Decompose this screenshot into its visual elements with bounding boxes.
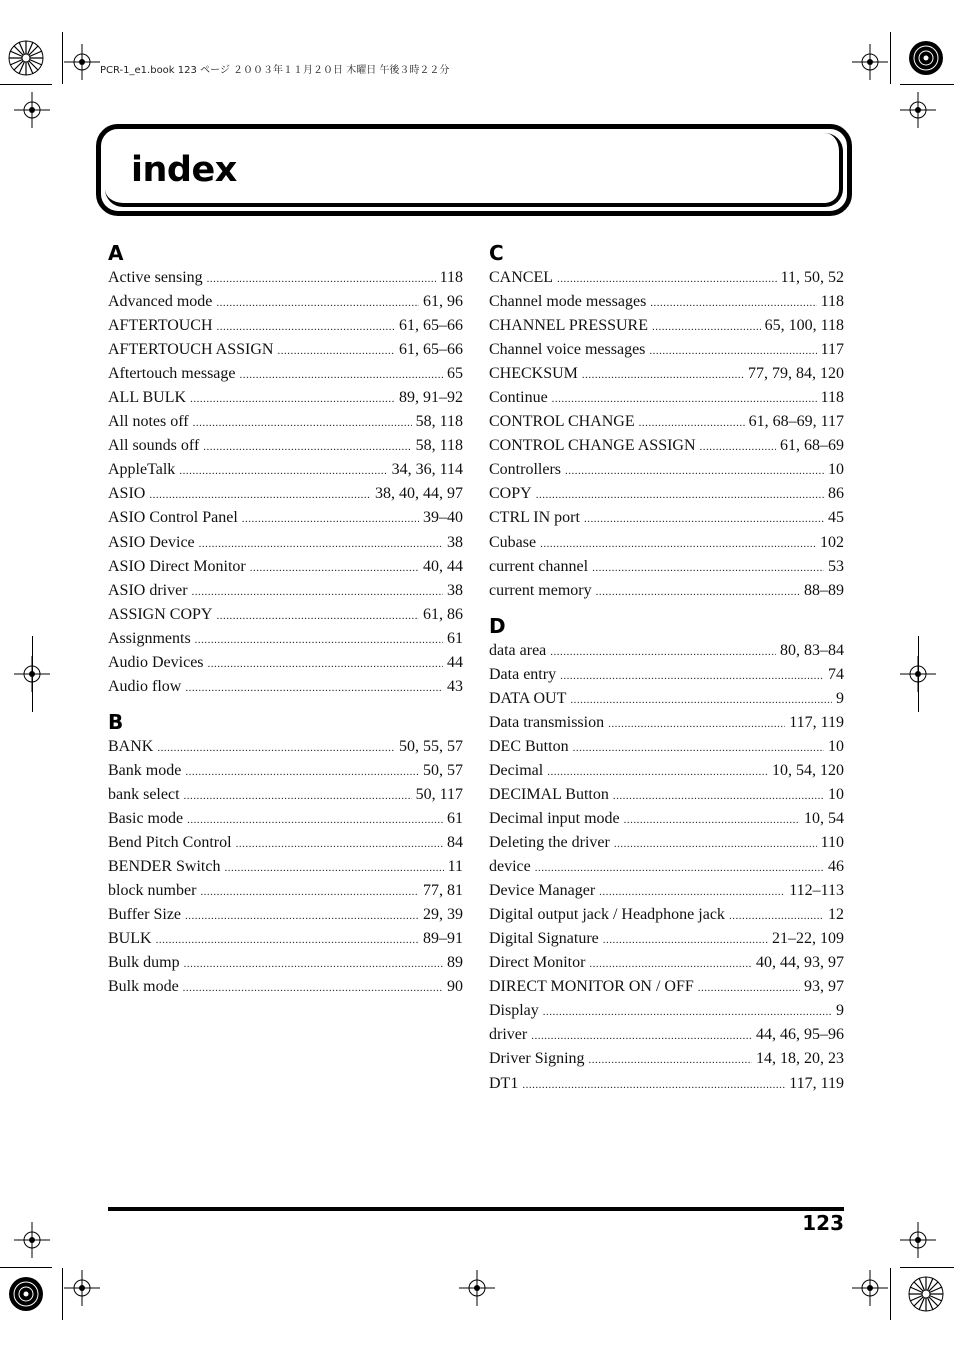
index-term: Digital output jack / Headphone jack [489, 906, 725, 924]
index-term: DEC Button [489, 737, 569, 755]
dot-leader [624, 808, 800, 832]
index-term: ASIO [108, 485, 146, 503]
index-term: Bulk mode [108, 978, 179, 996]
crosshair-icon [14, 1222, 50, 1258]
index-term: All sounds off [108, 437, 200, 455]
index-term: Data entry [489, 665, 557, 683]
index-pages: 50, 117 [415, 785, 463, 803]
index-term: driver [489, 1026, 528, 1044]
dot-leader [543, 1000, 832, 1024]
index-entry [108, 603, 463, 627]
crosshair-icon [14, 92, 50, 128]
index-pages: 10, 54, 120 [772, 761, 844, 779]
index-entry [489, 410, 844, 434]
crop-line [890, 1268, 891, 1320]
dot-leader [192, 580, 443, 604]
index-pages: 118 [820, 293, 844, 311]
crop-line [918, 636, 919, 712]
index-entry [108, 266, 463, 290]
dot-leader [565, 459, 824, 483]
index-pages: 61, 68–69 [780, 437, 844, 455]
dot-leader [729, 904, 824, 928]
registration-target-icon [2, 1270, 50, 1318]
dot-leader [550, 640, 776, 664]
index-section-d [489, 613, 844, 1096]
dot-leader [599, 880, 785, 904]
dot-leader [582, 363, 744, 387]
dot-leader [157, 736, 395, 760]
dot-leader [649, 339, 816, 363]
index-entry [489, 663, 844, 687]
index-term: Display [489, 1002, 539, 1020]
dot-leader [573, 736, 824, 760]
index-pages: 110 [820, 834, 844, 852]
print-header: PCR-1_e1.book 123 ページ ２００３年１１月２０日 木曜日 午後３時２２分 [100, 65, 450, 76]
index-term: AppleTalk [108, 461, 176, 479]
index-entry [489, 879, 844, 903]
dot-leader [208, 652, 443, 676]
index-pages: 117, 119 [789, 1074, 844, 1092]
dot-leader [216, 604, 419, 628]
index-term: AFTERTOUCH ASSIGN [108, 341, 274, 359]
crop-line [900, 1267, 954, 1268]
index-column-left [108, 240, 463, 999]
index-pages: 61, 65–66 [399, 317, 463, 335]
dot-leader [242, 507, 419, 531]
dot-leader [536, 483, 824, 507]
index-entry [108, 362, 463, 386]
dot-leader [224, 856, 443, 880]
index-pages: 61 [447, 629, 463, 647]
dot-leader [552, 387, 817, 411]
dot-leader [540, 532, 816, 556]
index-entry [489, 290, 844, 314]
index-pages: 40, 44, 93, 97 [756, 954, 844, 972]
index-pages: 10 [828, 785, 844, 803]
index-entry [108, 879, 463, 903]
index-entry [489, 386, 844, 410]
index-entry [489, 555, 844, 579]
index-pages: 44, 46, 95–96 [756, 1026, 844, 1044]
index-section-a [108, 240, 463, 699]
index-pages: 9 [836, 1002, 844, 1020]
index-entry [108, 807, 463, 831]
index-pages: 117 [820, 341, 844, 359]
index-entry [489, 362, 844, 386]
index-pages: 77, 81 [423, 882, 463, 900]
dot-leader [584, 507, 824, 531]
index-pages: 61 [447, 809, 463, 827]
index-term: current memory [489, 581, 592, 599]
index-section-b [108, 709, 463, 1000]
section-letter: D [489, 613, 506, 638]
index-entry [108, 410, 463, 434]
index-pages: 77, 79, 84, 120 [748, 365, 844, 383]
index-term: Controllers [489, 461, 561, 479]
index-column-right [489, 240, 844, 1096]
crop-line [0, 84, 52, 85]
index-pages: 53 [828, 557, 844, 575]
index-entry [489, 266, 844, 290]
index-entry [489, 903, 844, 927]
index-entry [489, 735, 844, 759]
index-term: Decimal [489, 761, 544, 779]
index-pages: 74 [828, 665, 844, 683]
dot-leader [560, 664, 824, 688]
index-term: Bend Pitch Control [108, 834, 232, 852]
index-term: CHANNEL PRESSURE [489, 317, 648, 335]
index-entry [489, 639, 844, 663]
index-section-c [489, 240, 844, 603]
dot-leader [639, 411, 745, 435]
dot-leader [603, 928, 768, 952]
index-pages: 29, 39 [423, 906, 463, 924]
index-pages: 21–22, 109 [772, 930, 844, 948]
page-number: 123 [802, 1211, 844, 1235]
dot-leader [203, 435, 411, 459]
index-term: Active sensing [108, 269, 203, 286]
index-entry [489, 855, 844, 879]
index-term: DT1 [489, 1074, 519, 1092]
dot-leader [185, 760, 419, 784]
dot-leader [608, 712, 785, 736]
crosshair-icon [900, 1222, 936, 1258]
index-pages: 58, 118 [415, 437, 463, 455]
crosshair-icon [852, 44, 888, 80]
index-entry [108, 434, 463, 458]
index-entry [108, 675, 463, 699]
index-term: ALL BULK [108, 389, 187, 407]
index-pages: 14, 18, 20, 23 [756, 1050, 844, 1068]
index-term: Advanced mode [108, 293, 213, 311]
index-term: COPY [489, 485, 532, 503]
index-pages: 90 [447, 978, 463, 996]
index-term: DECIMAL Button [489, 785, 609, 803]
index-term: Driver Signing [489, 1050, 585, 1068]
dot-leader [570, 688, 832, 712]
dot-leader [200, 880, 419, 904]
dot-leader [217, 315, 395, 339]
index-pages: 38 [447, 581, 463, 599]
dot-leader [531, 1024, 752, 1048]
index-entry [489, 434, 844, 458]
index-pages: 10, 54 [804, 809, 844, 827]
index-entry [108, 759, 463, 783]
index-pages: 65, 100, 118 [764, 317, 844, 335]
index-entry [108, 735, 463, 759]
section-letter: C [489, 241, 504, 265]
index-entry [108, 555, 463, 579]
index-entry [489, 999, 844, 1023]
dot-leader [522, 1073, 785, 1097]
dot-leader [250, 556, 419, 580]
index-entry [108, 651, 463, 675]
index-entry [489, 759, 844, 783]
index-entry [108, 506, 463, 530]
index-pages: 45 [828, 509, 844, 527]
index-term: Cubase [489, 533, 537, 551]
index-entry [108, 386, 463, 410]
index-entry [489, 975, 844, 999]
index-entry [489, 338, 844, 362]
index-term: Bulk dump [108, 954, 180, 972]
index-term: Audio flow [108, 677, 182, 695]
crosshair-icon [64, 44, 100, 80]
index-entry [489, 1072, 844, 1096]
index-pages: 58, 118 [415, 413, 463, 431]
index-term: DIRECT MONITOR ON / OFF [489, 978, 694, 996]
section-letter: B [108, 709, 124, 734]
index-pages: 39–40 [423, 509, 463, 527]
crop-line [62, 32, 63, 84]
index-pages: 61, 86 [423, 605, 463, 623]
registration-target-icon [902, 34, 950, 82]
index-pages: 118 [820, 389, 844, 407]
index-term: Digital Signature [489, 930, 599, 948]
index-pages: 61, 68–69, 117 [748, 413, 844, 431]
dot-leader [184, 784, 412, 808]
index-pages: 84 [447, 834, 463, 852]
index-pages: 89–91 [423, 930, 463, 948]
crop-line [32, 636, 33, 712]
dot-leader [185, 904, 419, 928]
dot-leader [277, 339, 395, 363]
dot-leader [698, 976, 800, 1000]
dot-leader [589, 1048, 752, 1072]
crop-line [890, 32, 891, 84]
section-letter: A [108, 241, 124, 265]
index-term: device [489, 858, 531, 876]
index-pages: 12 [828, 906, 844, 924]
index-pages: 61, 96 [423, 293, 463, 311]
dot-leader [199, 532, 443, 556]
dot-leader [652, 315, 761, 339]
index-pages: 10 [828, 461, 844, 479]
index-pages: 118 [439, 269, 463, 286]
index-entry [489, 1047, 844, 1071]
dot-leader [185, 676, 443, 700]
index-pages: 102 [820, 533, 844, 551]
dot-leader [156, 928, 419, 952]
index-entry [489, 783, 844, 807]
index-entry [489, 482, 844, 506]
dot-leader [535, 856, 824, 880]
index-pages: 43 [447, 677, 463, 695]
index-entry [489, 1023, 844, 1047]
crosshair-icon [64, 1270, 100, 1306]
dot-leader [700, 435, 776, 459]
crop-line [900, 84, 954, 85]
index-entry [108, 458, 463, 482]
dot-leader [195, 628, 443, 652]
index-entry [108, 951, 463, 975]
index-entry [108, 338, 463, 362]
index-term: Buffer Size [108, 906, 182, 924]
index-entry [108, 290, 463, 314]
index-pages: 89 [447, 954, 463, 972]
index-entry [489, 927, 844, 951]
index-term: ASIO Control Panel [108, 509, 238, 527]
index-term: ASIO Direct Monitor [108, 557, 246, 575]
index-term: Decimal input mode [489, 809, 620, 827]
dot-leader [179, 459, 387, 483]
crosshair-icon [459, 1270, 495, 1306]
index-entry [108, 903, 463, 927]
index-term: CONTROL CHANGE [489, 413, 635, 431]
index-term: Aftertouch message [108, 365, 236, 383]
index-entry [108, 314, 463, 338]
index-term: bank select [108, 785, 180, 803]
index-term: data area [489, 641, 547, 659]
index-pages: 40, 44 [423, 557, 463, 575]
index-entry [108, 975, 463, 999]
index-term: BULK [108, 930, 152, 948]
footer-rule [108, 1207, 844, 1211]
index-pages: 9 [836, 689, 844, 707]
crosshair-icon [852, 1270, 888, 1306]
index-entry [108, 927, 463, 951]
index-pages: 61, 65–66 [399, 341, 463, 359]
registration-starburst-icon [2, 34, 50, 82]
index-term: Bank mode [108, 761, 182, 779]
index-term: Channel voice messages [489, 341, 646, 359]
dot-leader [184, 952, 443, 976]
index-term: Assignments [108, 629, 191, 647]
index-term: Continue [489, 389, 548, 407]
index-term: BENDER Switch [108, 858, 221, 876]
page-title: index [131, 150, 237, 190]
index-term: Device Manager [489, 882, 596, 900]
index-pages: 50, 55, 57 [399, 737, 463, 755]
index-entry [108, 531, 463, 555]
index-term: Direct Monitor [489, 954, 586, 972]
index-entry [489, 458, 844, 482]
index-entry [489, 531, 844, 555]
dot-leader [149, 483, 371, 507]
index-entry [108, 831, 463, 855]
dot-leader [240, 363, 443, 387]
crosshair-icon [900, 92, 936, 128]
dot-leader [557, 267, 777, 291]
index-term: Audio Devices [108, 653, 204, 671]
index-term: CONTROL CHANGE ASSIGN [489, 437, 696, 455]
index-pages: 50, 57 [423, 761, 463, 779]
index-term: ASSIGN COPY [108, 605, 213, 623]
index-entry [489, 506, 844, 530]
dot-leader [207, 267, 436, 291]
index-term: CANCEL [489, 269, 553, 286]
dot-leader [650, 291, 816, 315]
index-entry [489, 831, 844, 855]
index-pages: 88–89 [804, 581, 844, 599]
dot-leader [236, 832, 443, 856]
index-term: CHECKSUM [489, 365, 578, 383]
index-term: Channel mode messages [489, 293, 647, 311]
index-pages: 89, 91–92 [399, 389, 463, 407]
index-term: current channel [489, 557, 589, 575]
index-term: All notes off [108, 413, 189, 431]
index-pages: 65 [447, 365, 463, 383]
dot-leader [613, 784, 824, 808]
index-pages: 80, 83–84 [780, 641, 844, 659]
crop-line [62, 1268, 63, 1320]
index-pages: 34, 36, 114 [391, 461, 463, 479]
index-entry [489, 951, 844, 975]
index-pages: 38 [447, 533, 463, 551]
index-pages: 10 [828, 737, 844, 755]
dot-leader [183, 976, 443, 1000]
index-term: ASIO Device [108, 533, 195, 551]
index-term: Basic mode [108, 809, 184, 827]
index-term: AFTERTOUCH [108, 317, 213, 335]
dot-leader [216, 291, 419, 315]
index-term: ASIO driver [108, 581, 188, 599]
index-pages: 11 [447, 858, 463, 876]
index-entry [108, 482, 463, 506]
index-entry [108, 783, 463, 807]
index-term: CTRL IN port [489, 509, 580, 527]
dot-leader [193, 411, 412, 435]
dot-leader [190, 387, 395, 411]
index-entry [489, 687, 844, 711]
index-entry [489, 807, 844, 831]
index-pages: 11, 50, 52 [780, 269, 844, 286]
dot-leader [589, 952, 752, 976]
dot-leader [592, 556, 824, 580]
index-term: block number [108, 882, 197, 900]
dot-leader [187, 808, 443, 832]
dot-leader [547, 760, 768, 784]
index-pages: 93, 97 [804, 978, 844, 996]
index-term: DATA OUT [489, 689, 567, 707]
index-pages: 86 [828, 485, 844, 503]
index-entry [108, 627, 463, 651]
index-term: BANK [108, 737, 154, 755]
index-term: Data transmission [489, 713, 605, 731]
dot-leader [596, 580, 800, 604]
crop-line [0, 1267, 52, 1268]
index-pages: 117, 119 [789, 713, 844, 731]
index-entry [489, 579, 844, 603]
index-term: Deleting the driver [489, 834, 610, 852]
index-pages: 38, 40, 44, 97 [375, 485, 463, 503]
index-pages: 112–113 [789, 882, 844, 900]
dot-leader [614, 832, 817, 856]
registration-starburst-icon [902, 1270, 950, 1318]
index-entry [489, 711, 844, 735]
index-pages: 46 [828, 858, 844, 876]
index-entry [489, 314, 844, 338]
index-entry [108, 855, 463, 879]
index-pages: 44 [447, 653, 463, 671]
index-entry [108, 579, 463, 603]
